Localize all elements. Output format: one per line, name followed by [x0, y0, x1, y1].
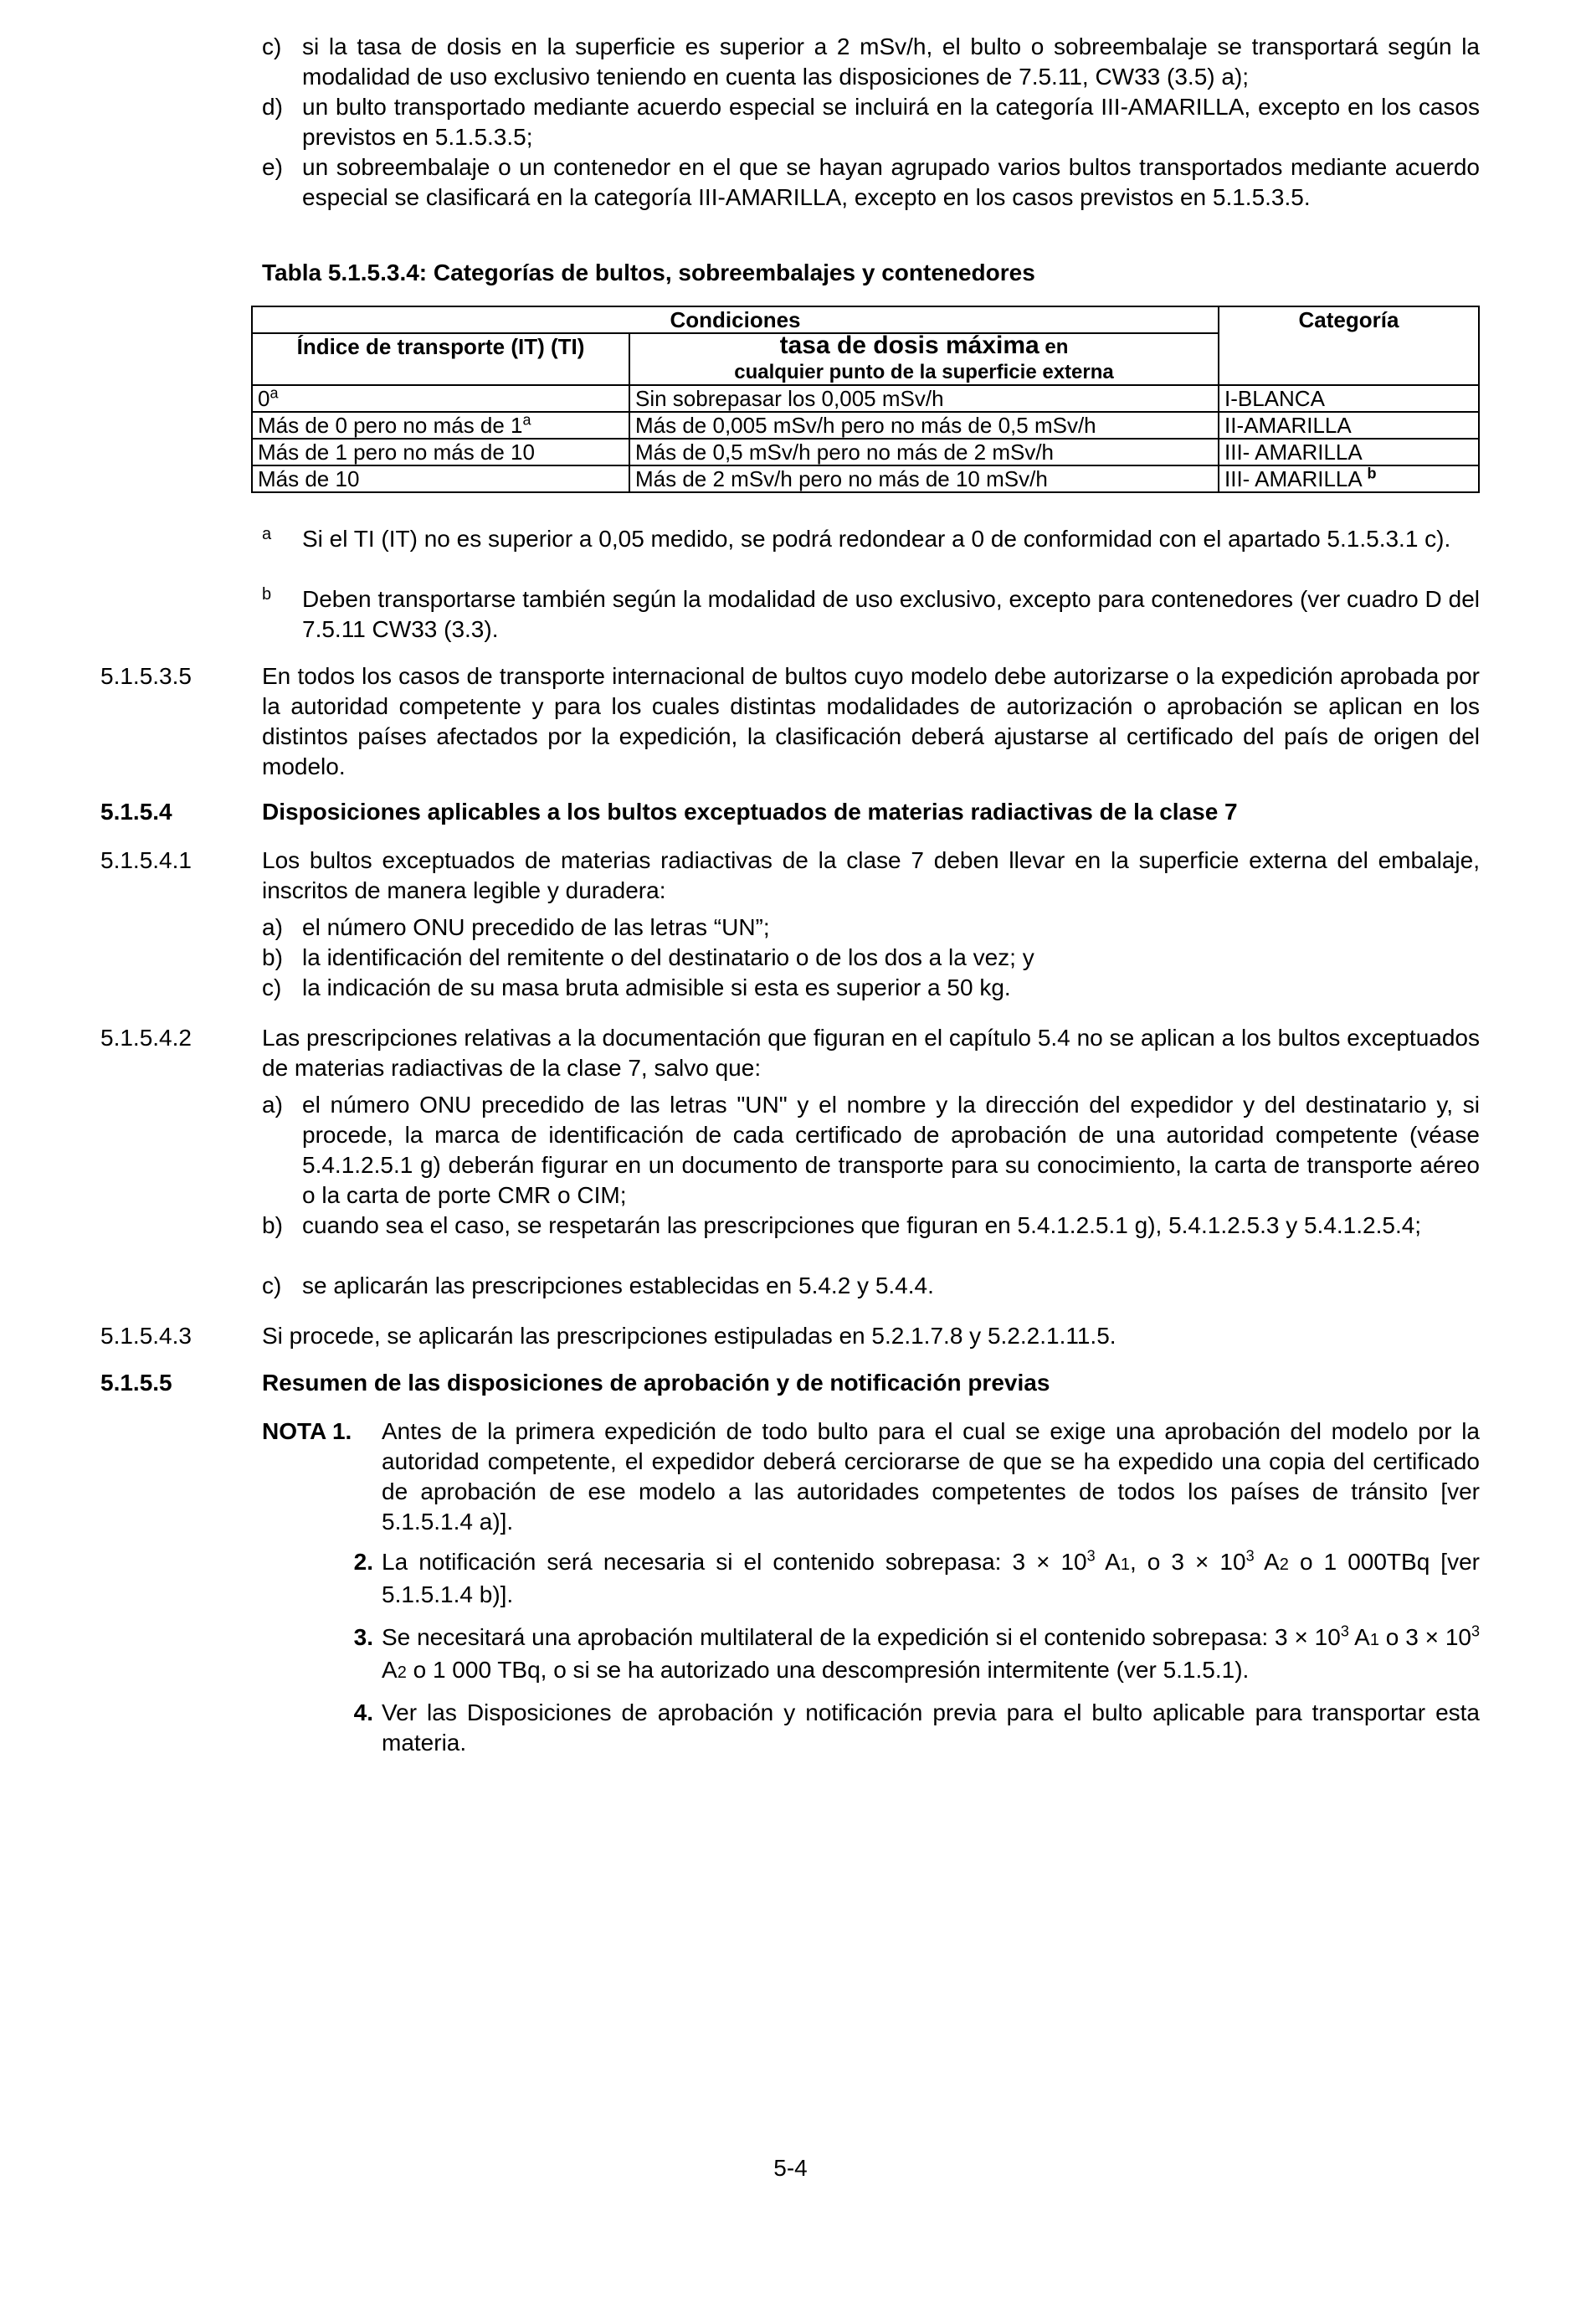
header-condiciones: Condiciones	[252, 306, 1219, 333]
cell-tasa: Sin sobrepasar los 0,005 mSv/h	[629, 385, 1219, 412]
list-item	[262, 973, 1480, 1003]
footnote-text: Deben transportarse también según la modalidad de uso exclusivo, excepto para contenedores (ver cuadro D del 7.5.11 CW33 (3.3).	[302, 586, 1480, 642]
page-number: 5-4	[773, 2155, 808, 2181]
note-text	[382, 1547, 1480, 1610]
note-text: Ver las Disposiciones de aprobación y notificación previa para el bulto aplicable para transportar esta materia.	[382, 1699, 1480, 1756]
note-text-part: o 1 000TBq [ver 5.1.5.1.4 b)].	[382, 1549, 1480, 1607]
header-categoria: Categoría	[1219, 306, 1479, 385]
note-text-part: A	[382, 1657, 398, 1683]
list-item-label: b)	[262, 944, 283, 970]
list-item	[262, 1271, 1480, 1301]
exponent: 3	[1086, 1547, 1096, 1565]
cell-cat: III- AMARILLA	[1219, 439, 1479, 465]
cell-cat-text: III- AMARILLA	[1224, 466, 1362, 491]
section-heading: Resumen de las disposiciones de aprobación y de notificación previas	[262, 1370, 1050, 1396]
note-label: 2.	[353, 1549, 373, 1575]
categories-table	[251, 306, 1480, 493]
list-item-text: un sobreembalaje o un contenedor en el que se hayan agrupado varios bultos transportados mediante acuerdo especial se clasificará en la categoría III-AMARILLA, excepto en los casos previstos en 5.1.5.3.5.	[302, 154, 1480, 210]
footnote	[262, 584, 1480, 645]
note-text-part: o 1 000 TBq, o si se ha autorizado una descompresión intermitente (ver 5.1.5.1).	[406, 1657, 1250, 1683]
note-text-part: A	[1348, 1624, 1370, 1650]
footnote-ref: a	[269, 384, 279, 402]
header-tasa-en: en	[1039, 336, 1069, 358]
footnote	[262, 524, 1480, 554]
cell-tasa: Más de 2 mSv/h pero no más de 10 mSv/h	[629, 465, 1219, 492]
table-row	[252, 385, 1479, 412]
note-4	[262, 1698, 1480, 1758]
section-text: Si procede, se aplicarán las prescripciones estipuladas en 5.2.1.7.8 y 5.2.2.1.11.5.	[262, 1323, 1116, 1349]
table-row	[252, 439, 1479, 465]
list-item-label: c)	[262, 1273, 282, 1298]
section-number: 5.1.5.4.1	[100, 847, 192, 873]
list-item-text: cuando sea el caso, se respetarán las prescripciones que figuran en 5.4.1.2.5.1 g), 5.4.1.2.5.3 y 5.4.1.2.5.4;	[302, 1212, 1422, 1238]
list-item-label: b)	[262, 1212, 283, 1238]
note-text-part: Se necesitará una aprobación multilateral de la expedición si el contenido sobrepasa: 3 × 10	[382, 1624, 1341, 1650]
cell-tasa: Más de 0,5 mSv/h pero no más de 2 mSv/h	[629, 439, 1219, 465]
section-number: 5.1.5.5	[100, 1370, 172, 1396]
header-tasa-line2: cualquier punto de la superficie externa	[734, 361, 1114, 383]
note-text-part: o 3 × 10	[1378, 1624, 1471, 1650]
footnote-mark: b	[262, 585, 272, 604]
list-item-label: d)	[262, 94, 283, 120]
list-item	[262, 32, 1480, 92]
list-item	[262, 92, 1480, 152]
cell-cat: I-BLANCA	[1219, 385, 1479, 412]
note-text-part: A	[1254, 1549, 1280, 1575]
note-2	[262, 1547, 1480, 1610]
note-3	[262, 1622, 1480, 1688]
table-row	[252, 465, 1479, 492]
note-text: Antes de la primera expedición de todo bulto para el cual se exige una aprobación del modelo por la autoridad competente, el expedidor deberá cerciorarse de que se ha expedido una copia del certificado de aprobación de ese modelo a las autoridades competentes de todos los países de tránsito [ver 5.1.5.1.4 a)].	[382, 1418, 1480, 1535]
list-item-label: a)	[262, 914, 283, 940]
header-tasa	[629, 333, 1219, 385]
subscript: 1	[1369, 1631, 1379, 1649]
exponent: 3	[1245, 1547, 1255, 1565]
subscript: 1	[1120, 1555, 1130, 1574]
table-row	[252, 412, 1479, 439]
subscript: 2	[1279, 1555, 1289, 1574]
section-number: 5.1.5.4	[100, 799, 172, 825]
note-text-part: A	[1095, 1549, 1121, 1575]
footnote-mark: a	[262, 525, 272, 543]
note-1	[262, 1417, 1480, 1537]
section-text: Las prescripciones relativas a la documentación que figuran en el capítulo 5.4 no se aplican a los bultos exceptuados de materias radiactivas de la clase 7, salvo que:	[262, 1025, 1480, 1081]
table-title: Tabla 5.1.5.3.4: Categorías de bultos, sobreembalajes y contenedores	[262, 260, 1035, 285]
cell-cat: II-AMARILLA	[1219, 412, 1479, 439]
list-item-text: si la tasa de dosis en la superficie es superior a 2 mSv/h, el bulto o sobreembalaje se transportará según la modalidad de uso exclusivo teniendo en cuenta las disposiciones de 7.5.11, CW33 (3.5) a);	[302, 33, 1480, 90]
footnote-ref: b	[1367, 465, 1377, 482]
footnote-ref: a	[522, 411, 531, 429]
list-item-text: un bulto transportado mediante acuerdo especial se incluirá en la categoría III-AMARILLA, excepto en los casos previstos en 5.1.5.3.5;	[302, 94, 1480, 150]
cell-tasa: Más de 0,005 mSv/h pero no más de 0,5 mSv/h	[629, 412, 1219, 439]
cell-ti	[252, 385, 629, 412]
cell-ti: Más de 10	[252, 465, 629, 492]
cell-ti-text: 0	[258, 386, 270, 411]
list-item-label: c)	[262, 33, 282, 59]
exponent: 3	[1340, 1622, 1349, 1640]
list-item-text: la identificación del remitente o del destinatario o de los dos a la vez; y	[302, 944, 1034, 970]
cell-ti	[252, 412, 629, 439]
list-item-text: la indicación de su masa bruta admisible si esta es superior a 50 kg.	[302, 974, 1011, 1000]
section-number: 5.1.5.4.3	[100, 1323, 192, 1349]
note-label: NOTA 1.	[262, 1418, 352, 1444]
section-number: 5.1.5.3.5	[100, 663, 192, 689]
list-item	[262, 1211, 1480, 1241]
list-item-label: c)	[262, 974, 282, 1000]
cell-ti-text: Más de 0 pero no más de 1	[258, 413, 523, 438]
list-item-text: el número ONU precedido de las letras “UN”;	[302, 914, 770, 940]
header-tasa-main: tasa de dosis máxima	[779, 332, 1039, 359]
section-number: 5.1.5.4.2	[100, 1025, 192, 1051]
header-indice: Índice de transporte (IT) (TI)	[252, 333, 629, 385]
exponent: 3	[1471, 1622, 1480, 1640]
list-item-text: se aplicarán las prescripciones establecidas en 5.4.2 y 5.4.4.	[302, 1273, 934, 1298]
list-item-text: el número ONU precedido de las letras "UN" y el nombre y la dirección del expedidor y del destinatario y, si procede, la marca de identificación de cada certificado de aprobación de una autoridad competente (véase 5.4.1.2.5.1 g) deberán figurar en un documento de transporte para su conocimiento, la carta de transporte aéreo o la carta de porte CMR o CIM;	[302, 1092, 1480, 1208]
list-item-label: a)	[262, 1092, 283, 1118]
note-label: 3.	[353, 1624, 373, 1650]
section-heading: Disposiciones aplicables a los bultos exceptuados de materias radiactivas de la clase 7	[262, 799, 1238, 825]
note-label: 4.	[353, 1699, 373, 1725]
note-text	[382, 1622, 1480, 1688]
section-text: En todos los casos de transporte internacional de bultos cuyo modelo debe autorizarse o la expedición aprobada por la autoridad competente y para los cuales distintas modalidades de autorización o aprobación se aplican en los distintos países afectados por la expedición, la clasificación deberá ajustarse al certificado del país de origen del modelo.	[262, 663, 1480, 779]
list-item	[262, 913, 1480, 943]
footnote-text: Si el TI (IT) no es superior a 0,05 medido, se podrá redondear a 0 de conformidad con el apartado 5.1.5.3.1 c).	[302, 526, 1451, 552]
list-item	[262, 943, 1480, 973]
list-item	[262, 1090, 1480, 1211]
section-text: Los bultos exceptuados de materias radiactivas de la clase 7 deben llevar en la superficie externa del embalaje, inscritos de manera legible y duradera:	[262, 847, 1480, 903]
subscript: 2	[397, 1663, 407, 1682]
list-item	[262, 152, 1480, 213]
note-text-part: La notificación será necesaria si el contenido sobrepasa: 3 × 10	[382, 1549, 1087, 1575]
note-text-part: , o 3 × 10	[1129, 1549, 1246, 1575]
cell-ti: Más de 1 pero no más de 10	[252, 439, 629, 465]
cell-cat	[1219, 465, 1479, 492]
list-item-label: e)	[262, 154, 283, 180]
